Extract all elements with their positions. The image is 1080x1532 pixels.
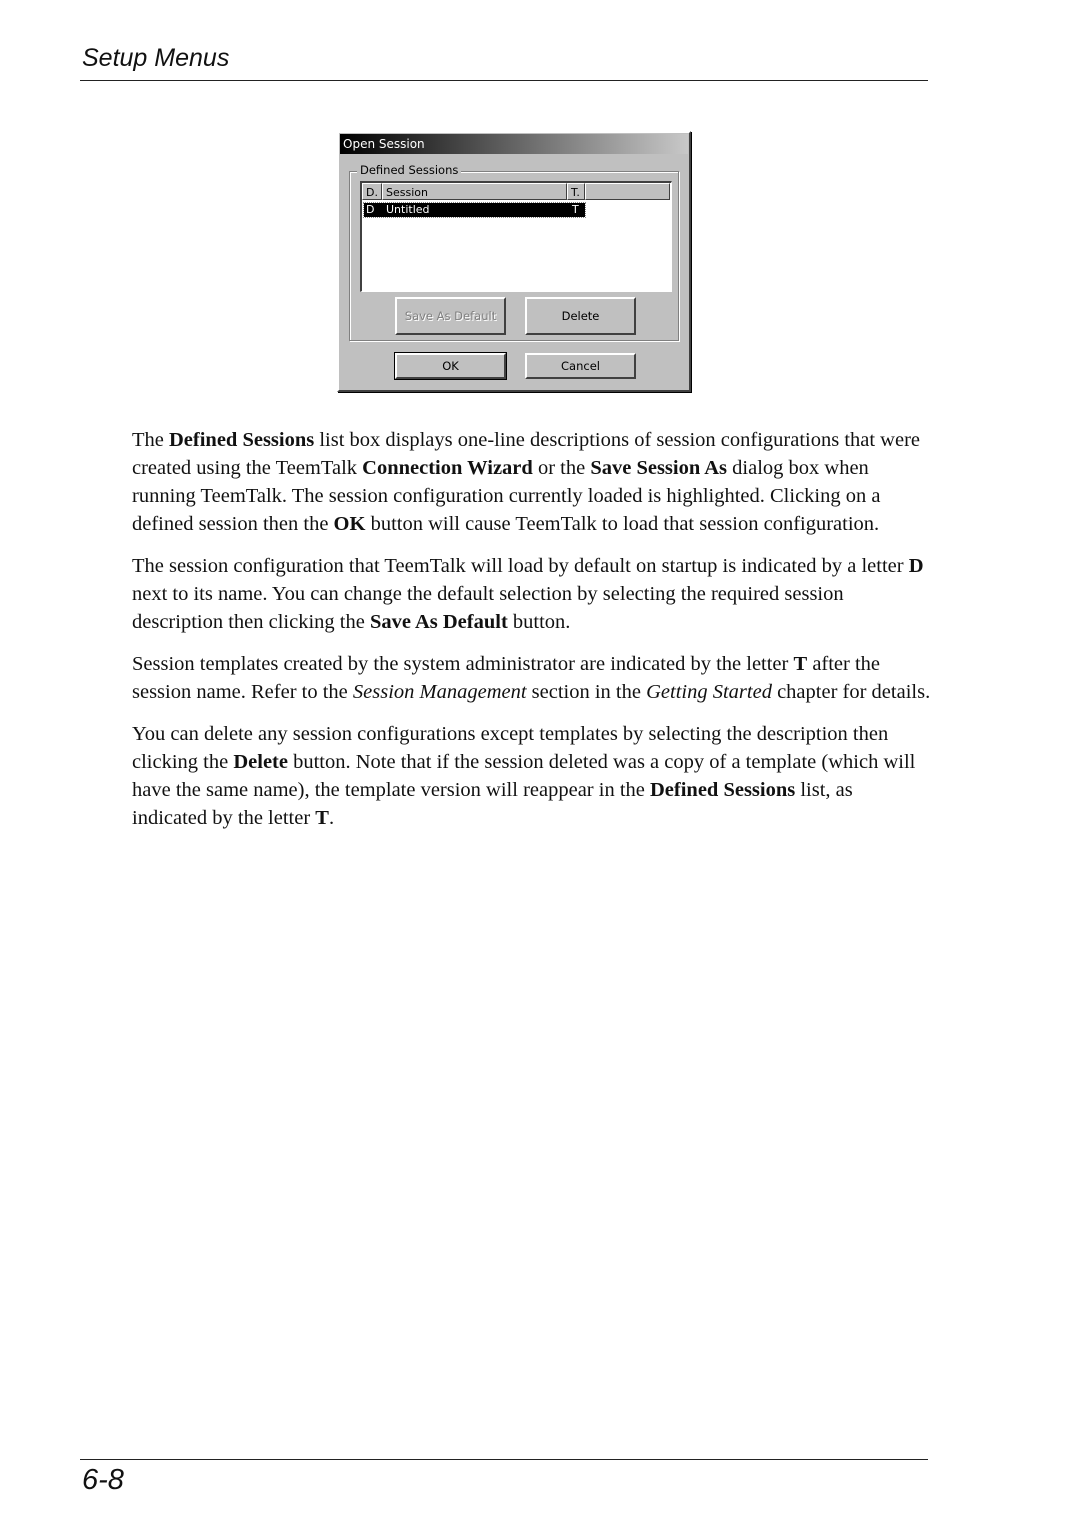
paragraph-3: Session templates created by the system administrator are indicated by the letter T after the session name. Refer to the Session Management section in the Getting Started chapter for details. [132,653,931,703]
open-session-dialog [337,131,691,392]
row-default-flag: D [366,203,375,216]
save-as-default-button[interactable]: Save As Default [395,297,506,335]
row-template-flag: T [572,203,579,216]
paragraph-4: You can delete any session configurations except templates by selecting the description then clicking the Delete button. Note that if the session deleted was a copy of a template (which will have the same name), the template version will reappear in the Defined Sessions list, as indicated by the letter T. [132,723,916,829]
list-item[interactable] [364,203,585,217]
running-header: Setup Menus [82,44,230,72]
column-header-d[interactable]: D. [362,183,382,200]
defined-sessions-listbox[interactable] [360,181,672,292]
footer-rule [80,1459,928,1460]
cancel-button[interactable]: Cancel [525,353,636,379]
defined-sessions-label: Defined Sessions [357,163,461,177]
header-rule [80,80,928,81]
delete-button[interactable]: Delete [525,297,636,335]
body-text [132,426,932,846]
row-session-name: Untitled [386,203,430,216]
page-number: 6-8 [82,1464,124,1496]
dialog-title: Open Session [340,134,688,154]
paragraph-2: The session configuration that TeemTalk will load by default on startup is indicated by a letter D next to its name. You can change the default selection by selecting the required session description then clicking the Save As Default button. [132,555,924,633]
column-header-t[interactable]: T. [567,183,585,200]
column-header-empty [585,183,670,200]
paragraph-1: The Defined Sessions list box displays one-line descriptions of session configurations that were created using the TeemTalk Connection Wizard or the Save Session As dialog box when running TeemTalk. The session configuration currently loaded is highlighted. Clicking on a defined session then the OK button will cause TeemTalk to load that session configuration. [132,429,921,535]
ok-button[interactable]: OK [395,353,506,379]
list-header [362,183,670,200]
column-header-session[interactable]: Session [382,183,567,200]
